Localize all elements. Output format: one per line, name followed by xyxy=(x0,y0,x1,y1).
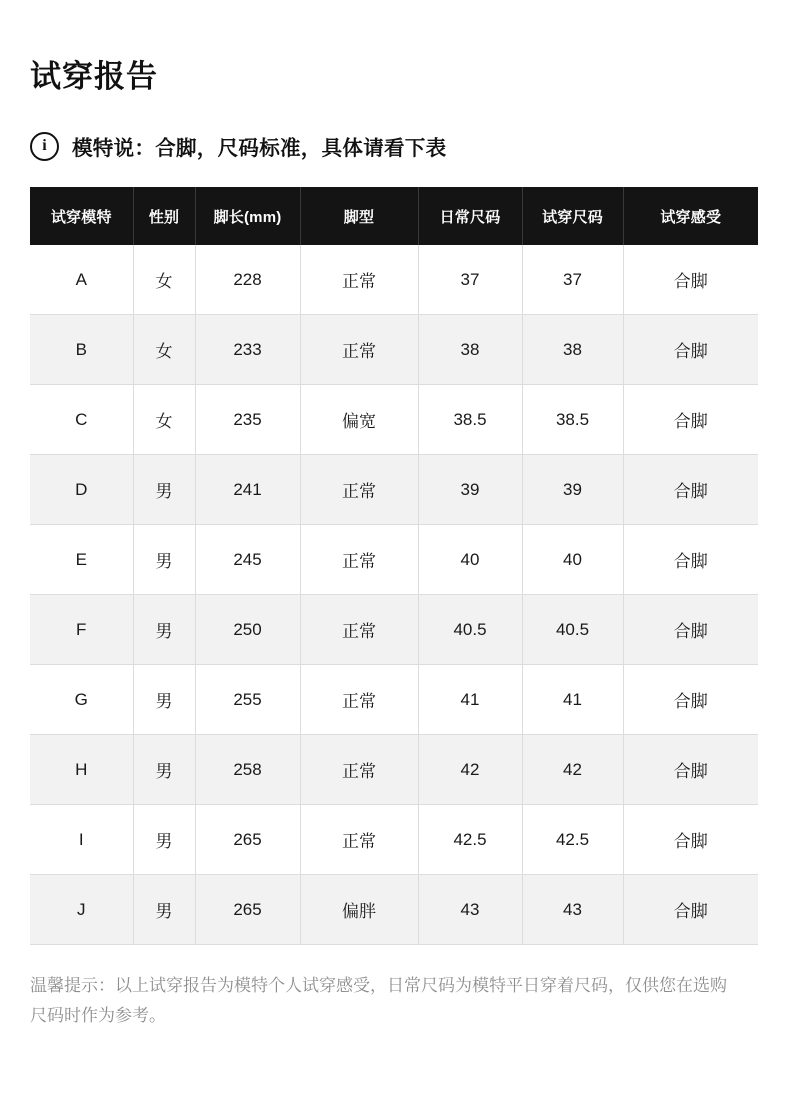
cell-foot-length: 245 xyxy=(195,525,300,595)
cell-gender: 男 xyxy=(133,525,195,595)
cell-foot-type: 正常 xyxy=(300,525,418,595)
cell-gender: 男 xyxy=(133,805,195,875)
cell-model: E xyxy=(30,525,133,595)
cell-feeling: 合脚 xyxy=(623,735,758,805)
column-header-feeling: 试穿感受 xyxy=(623,187,758,245)
cell-foot-length: 235 xyxy=(195,385,300,455)
info-icon: i xyxy=(30,132,59,161)
cell-model: I xyxy=(30,805,133,875)
column-header-daily-size: 日常尺码 xyxy=(418,187,522,245)
page-title: 试穿报告 xyxy=(30,59,158,94)
cell-daily-size: 40.5 xyxy=(418,595,522,665)
cell-foot-type: 正常 xyxy=(300,735,418,805)
cell-foot-length: 265 xyxy=(195,805,300,875)
cell-foot-type: 正常 xyxy=(300,595,418,665)
model-note-text: 模特说：合脚，尺码标准，具体请看下表 xyxy=(72,137,447,161)
column-header-tried-size: 试穿尺码 xyxy=(522,187,623,245)
cell-model: D xyxy=(30,455,133,525)
cell-gender: 男 xyxy=(133,735,195,805)
cell-feeling: 合脚 xyxy=(623,245,758,315)
cell-tried-size: 37 xyxy=(522,245,623,315)
cell-feeling: 合脚 xyxy=(623,875,758,945)
cell-foot-length: 258 xyxy=(195,735,300,805)
cell-foot-length: 241 xyxy=(195,455,300,525)
cell-daily-size: 41 xyxy=(418,665,522,735)
cell-gender: 女 xyxy=(133,245,195,315)
column-header-foot-type: 脚型 xyxy=(300,187,418,245)
cell-tried-size: 41 xyxy=(522,665,623,735)
cell-model: A xyxy=(30,245,133,315)
cell-foot-type: 偏胖 xyxy=(300,875,418,945)
table-row xyxy=(30,805,758,875)
cell-gender: 女 xyxy=(133,315,195,385)
cell-tried-size: 42.5 xyxy=(522,805,623,875)
model-note xyxy=(30,131,760,161)
cell-feeling: 合脚 xyxy=(623,665,758,735)
table-row xyxy=(30,595,758,665)
cell-tried-size: 43 xyxy=(522,875,623,945)
cell-foot-length: 255 xyxy=(195,665,300,735)
cell-model: J xyxy=(30,875,133,945)
cell-gender: 男 xyxy=(133,665,195,735)
table-header-row xyxy=(30,187,758,245)
cell-feeling: 合脚 xyxy=(623,455,758,525)
cell-gender: 女 xyxy=(133,385,195,455)
cell-feeling: 合脚 xyxy=(623,315,758,385)
cell-gender: 男 xyxy=(133,455,195,525)
cell-model: G xyxy=(30,665,133,735)
cell-tried-size: 40 xyxy=(522,525,623,595)
cell-daily-size: 38.5 xyxy=(418,385,522,455)
cell-foot-type: 正常 xyxy=(300,315,418,385)
table-row xyxy=(30,245,758,315)
cell-foot-length: 233 xyxy=(195,315,300,385)
cell-foot-type: 偏宽 xyxy=(300,385,418,455)
cell-daily-size: 38 xyxy=(418,315,522,385)
column-header-foot-length: 脚长(mm) xyxy=(195,187,300,245)
table-body xyxy=(30,245,758,945)
cell-foot-type: 正常 xyxy=(300,805,418,875)
cell-model: B xyxy=(30,315,133,385)
table-row xyxy=(30,665,758,735)
cell-tried-size: 39 xyxy=(522,455,623,525)
cell-feeling: 合脚 xyxy=(623,595,758,665)
cell-feeling: 合脚 xyxy=(623,385,758,455)
cell-gender: 男 xyxy=(133,595,195,665)
cell-foot-length: 265 xyxy=(195,875,300,945)
cell-daily-size: 42 xyxy=(418,735,522,805)
cell-feeling: 合脚 xyxy=(623,805,758,875)
cell-model: F xyxy=(30,595,133,665)
column-header-model: 试穿模特 xyxy=(30,187,133,245)
cell-model: C xyxy=(30,385,133,455)
tip-text: 温馨提示：以上试穿报告为模特个人试穿感受，日常尺码为模特平日穿着尺码，仅供您在选购尺码时作为参考。 xyxy=(30,976,727,1025)
cell-tried-size: 40.5 xyxy=(522,595,623,665)
cell-gender: 男 xyxy=(133,875,195,945)
table-row xyxy=(30,525,758,595)
cell-model: H xyxy=(30,735,133,805)
table-row xyxy=(30,735,758,805)
cell-foot-type: 正常 xyxy=(300,665,418,735)
cell-foot-length: 250 xyxy=(195,595,300,665)
cell-tried-size: 38 xyxy=(522,315,623,385)
cell-foot-type: 正常 xyxy=(300,455,418,525)
column-header-gender: 性别 xyxy=(133,187,195,245)
table-header xyxy=(30,187,758,245)
cell-daily-size: 37 xyxy=(418,245,522,315)
cell-foot-type: 正常 xyxy=(300,245,418,315)
fit-report-table xyxy=(30,187,758,945)
cell-tried-size: 42 xyxy=(522,735,623,805)
cell-daily-size: 39 xyxy=(418,455,522,525)
table-row xyxy=(30,875,758,945)
cell-daily-size: 42.5 xyxy=(418,805,522,875)
table-row xyxy=(30,315,758,385)
cell-tried-size: 38.5 xyxy=(522,385,623,455)
table-row xyxy=(30,455,758,525)
cell-daily-size: 43 xyxy=(418,875,522,945)
cell-feeling: 合脚 xyxy=(623,525,758,595)
cell-daily-size: 40 xyxy=(418,525,522,595)
table-row xyxy=(30,385,758,455)
cell-foot-length: 228 xyxy=(195,245,300,315)
